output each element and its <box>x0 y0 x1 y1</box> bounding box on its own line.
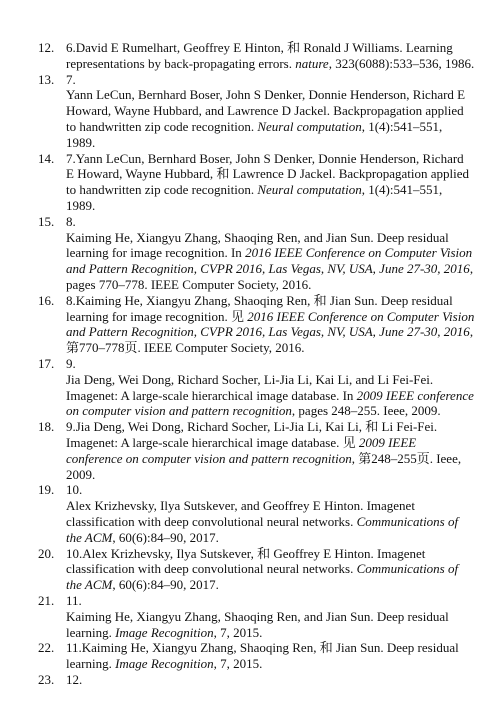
reference-line <box>66 593 82 609</box>
reference-italic-text: Neural computation <box>257 182 362 198</box>
reference-line <box>66 56 474 72</box>
reference-italic-text: and Pattern Recognition, CVPR 2016, Las Vegas, NV, USA, June 27-30, 2016 <box>66 261 470 277</box>
reference-text: , 60(6):84–90, 2017. <box>112 577 219 593</box>
reference-number: 19. <box>38 482 55 498</box>
reference-italic-text: on computer vision and pattern recognition <box>66 403 292 419</box>
reference-line <box>66 419 437 435</box>
reference-text: to handwritten zip code recognition. <box>66 118 258 134</box>
reference-line <box>66 40 453 56</box>
reference-text: learning. <box>66 624 116 640</box>
reference-italic-text: the ACM <box>66 577 113 593</box>
reference-text: 11.Kaiming He, Xiangyu Zhang, Shaoqing Ren, 和 Jian Sun. Deep residual <box>66 640 459 656</box>
reference-text: Imagenet: A large-scale hierarchical image database. In <box>66 387 357 403</box>
reference-text: learning for image recognition. 见 <box>66 308 248 324</box>
reference-text: , 60(6):84–90, 2017. <box>112 529 219 545</box>
reference-line <box>66 451 461 467</box>
reference-line <box>66 656 262 672</box>
reference-italic-text: and Pattern Recognition, CVPR 2016, Las Vegas, NV, USA, June 27-30, 2016 <box>66 324 470 340</box>
reference-number: 20. <box>38 545 55 561</box>
reference-line <box>66 340 305 356</box>
reference-line <box>66 514 458 530</box>
reference-text: 1989. <box>66 197 96 213</box>
reference-italic-text: Image Recognition <box>115 656 214 672</box>
reference-text: learning for image recognition. In <box>66 245 246 261</box>
reference-text: Howard, Wayne Hubbard, and Lawrence D Jackel. Backpropagation applied <box>66 103 464 119</box>
reference-line <box>66 467 95 483</box>
reference-line <box>66 309 474 325</box>
reference-italic-text: 2009 IEEE <box>358 434 417 450</box>
reference-number: 18. <box>38 419 55 435</box>
reference-text: classification with deep convolutional neural networks. <box>66 513 357 529</box>
reference-line <box>66 182 442 198</box>
reference-text: 7.Yann LeCun, Bernhard Boser, John S Denker, Donnie Henderson, Richard <box>66 150 464 166</box>
reference-number: 12. <box>38 40 55 55</box>
reference-text: Alex Krizhevsky, Ilya Sutskever, and Geoffrey E Hinton. Imagenet <box>66 498 415 514</box>
reference-line <box>66 324 473 340</box>
reference-number: 14. <box>38 150 55 166</box>
reference-line <box>66 625 262 641</box>
reference-line <box>66 87 465 103</box>
reference-text: representations by back-propagating errors. <box>66 55 296 71</box>
reference-number: 21. <box>38 593 55 608</box>
reference-text: , pages 248–255. Ieee, 2009. <box>291 403 441 419</box>
reference-text: 9. <box>66 356 76 371</box>
reference-line <box>66 640 459 656</box>
reference-italic-text: Image Recognition <box>115 624 214 640</box>
reference-line <box>66 198 95 214</box>
reference-text: 12. <box>66 672 83 687</box>
reference-number: 23. <box>38 672 55 687</box>
reference-text: 10.Alex Krizhevsky, Ilya Sutskever, 和 Geoffrey E Hinton. Imagenet <box>66 545 426 561</box>
reference-text: Imagenet: A large-scale hierarchical image database. 见 <box>66 434 359 450</box>
reference-line <box>66 577 219 593</box>
reference-line <box>66 609 449 625</box>
reference-text: 2009. <box>66 466 96 482</box>
reference-text: to handwritten zip code recognition. <box>66 182 258 198</box>
reference-text: , 323(6088):533–536, 1986. <box>328 55 475 71</box>
reference-text: 第770–778页. IEEE Computer Society, 2016. <box>66 340 305 356</box>
reference-line <box>66 498 415 514</box>
reference-text: , 7, 2015. <box>213 624 263 640</box>
reference-number: 16. <box>38 292 55 308</box>
reference-line <box>66 482 82 498</box>
reference-text: E Howard, Wayne Hubbard, 和 Lawrence D Jackel. Backpropagation applied <box>66 166 470 182</box>
reference-line <box>66 435 416 451</box>
reference-italic-text: the ACM <box>66 529 113 545</box>
reference-italic-text: 2009 IEEE conference <box>356 387 474 403</box>
reference-line <box>66 403 441 419</box>
reference-line <box>66 119 442 135</box>
reference-line <box>66 103 464 119</box>
reference-italic-text: 2016 IEEE Conference on Computer Vision <box>247 308 475 324</box>
reference-text: 8.Kaiming He, Xiangyu Zhang, Shaoqing Ren, 和 Jian Sun. Deep residual <box>66 292 453 308</box>
reference-text: 10. <box>66 482 83 498</box>
reference-text: , 第248–255页. Ieee, <box>351 450 462 466</box>
reference-text: pages 770–778. IEEE Computer Society, 2016. <box>66 276 312 292</box>
reference-line <box>66 245 472 261</box>
reference-line <box>66 214 76 230</box>
reference-text: , <box>469 261 474 277</box>
reference-italic-text: 2016 IEEE Conference on Computer Vision <box>245 245 473 261</box>
reference-number: 22. <box>38 640 55 656</box>
reference-text: , 1(4):541–551, <box>361 182 443 198</box>
reference-number: 17. <box>38 356 55 371</box>
reference-line <box>66 372 433 388</box>
reference-text: 1989. <box>66 134 96 150</box>
reference-text: Kaiming He, Xiangyu Zhang, Shaoqing Ren, and Jian Sun. Deep residual <box>66 229 449 245</box>
reference-text: classification with deep convolutional neural networks. <box>66 561 357 577</box>
reference-text: , 1(4):541–551, <box>361 118 443 134</box>
reference-line <box>66 293 453 309</box>
reference-number: 15. <box>38 213 55 229</box>
reference-text: 9.Jia Deng, Wei Dong, Richard Socher, Li-Jia Li, Kai Li, 和 Li Fei-Fei. <box>66 419 438 435</box>
reference-number: 13. <box>38 71 55 87</box>
reference-line <box>66 151 464 167</box>
reference-text: , <box>469 324 474 340</box>
reference-line <box>66 546 425 562</box>
reference-text: learning. <box>66 656 116 672</box>
reference-line <box>66 261 473 277</box>
reference-text: 8. <box>66 213 76 229</box>
reference-italic-text: nature <box>295 55 329 71</box>
reference-italic-text: conference on computer vision and pattern recognition <box>66 450 352 466</box>
reference-line <box>66 230 449 246</box>
reference-line <box>66 166 469 182</box>
reference-italic-text: Communications of <box>356 561 459 577</box>
reference-line <box>66 561 458 577</box>
reference-line <box>66 388 474 404</box>
reference-text: 11. <box>66 593 82 608</box>
reference-text: , 7, 2015. <box>213 656 263 672</box>
reference-text: 7. <box>66 71 76 87</box>
reference-line <box>66 277 311 293</box>
reference-line <box>66 356 76 372</box>
reference-text: 6.David E Rumelhart, Geoffrey E Hinton, 和 Ronald J Williams. Learning <box>66 40 453 55</box>
reference-line <box>66 530 219 546</box>
reference-line <box>66 135 95 151</box>
reference-text: Kaiming He, Xiangyu Zhang, Shaoqing Ren, and Jian Sun. Deep residual <box>66 608 449 624</box>
reference-italic-text: Neural computation <box>257 118 362 134</box>
reference-line <box>66 72 76 88</box>
reference-text: Yann LeCun, Bernhard Boser, John S Denker, Donnie Henderson, Richard E <box>66 87 466 103</box>
reference-line <box>66 672 82 688</box>
reference-text: Jia Deng, Wei Dong, Richard Socher, Li-Jia Li, Kai Li, and Li Fei-Fei. <box>66 371 434 387</box>
reference-italic-text: Communications of <box>356 513 459 529</box>
